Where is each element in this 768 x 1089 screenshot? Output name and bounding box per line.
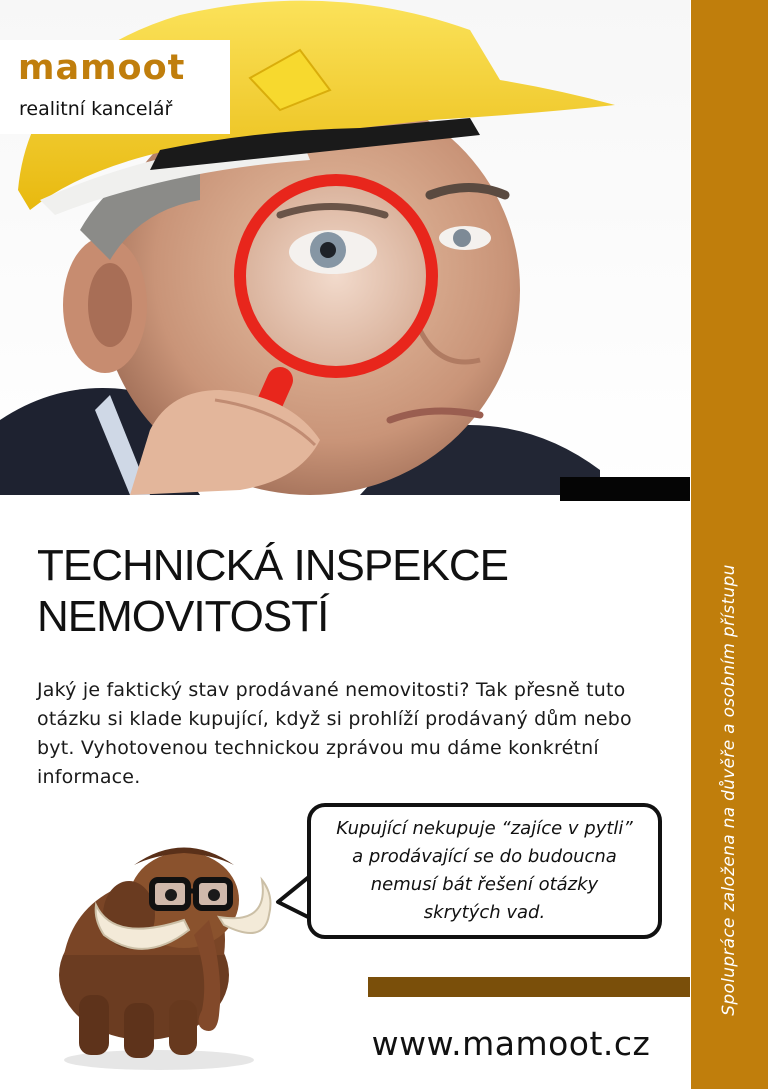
title-line-1: TECHNICKÁ INSPEKCE — [37, 541, 508, 590]
website-link[interactable]: www.mamoot.cz — [371, 1024, 651, 1063]
mammoth-mascot — [34, 825, 284, 1075]
title-line-2: NEMOVITOSTÍ — [37, 592, 329, 641]
logo-subtitle: realitní kancelář — [19, 98, 173, 120]
intro-paragraph: Jaký je faktický stav prodávané nemovitosti? Tak přesně tuto otázku si klade kupující, když si prohlíží prodávaný dům nebo byt. Vyhotovenou technickou zprávou mu dáme konkrétní informace. — [37, 679, 632, 788]
speech-bubble-text: Kupující nekupuje “zajíce v pytli” a prodávající se do budoucna nemusí bát řešení otázky skrytých vad. — [336, 818, 633, 923]
accent-bar-black — [560, 477, 690, 501]
side-tagline: Spolupráce založena na důvěře a osobním přístupu — [719, 564, 739, 1016]
accent-bar-brown — [368, 977, 690, 997]
logo-wordmark: mamoot — [18, 48, 186, 88]
page-title — [37, 540, 657, 642]
speech-bubble — [307, 803, 662, 939]
